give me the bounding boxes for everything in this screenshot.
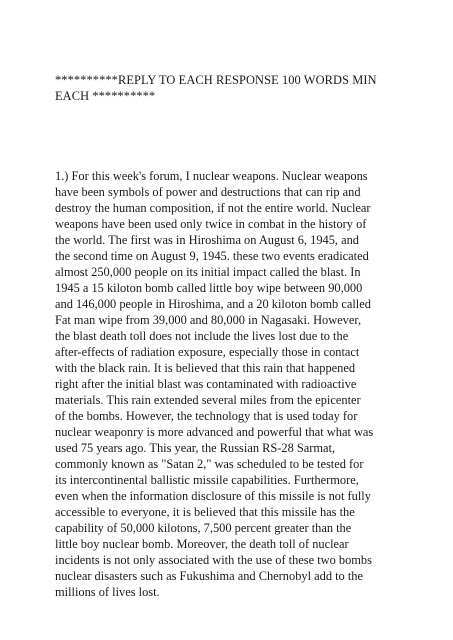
body-line: right after the initial blast was contaminated with radioactive (55, 377, 357, 391)
body-line: its intercontinental ballistic missile capabilities. Furthermore, (55, 473, 359, 487)
body-line: with the black rain. It is believed that this rain that happened (55, 361, 356, 375)
body-line: nuclear weaponry is more advanced and powerful that what was (55, 425, 374, 439)
body-line: Fat man wipe from 39,000 and 80,000 in Nagasaki. However, (55, 313, 362, 327)
body-line: the second time on August 9, 1945. these two events eradicated (55, 249, 369, 263)
body-line: millions of lives lost. (55, 585, 160, 599)
body-line: incidents is not only associated with the use of these two bombs (55, 553, 372, 567)
body-line: 1.) For this week's forum, I nuclear weapons. Nuclear weapons (55, 169, 368, 183)
body-line: accessible to everyone, it is believed that this missile has the (55, 505, 355, 519)
body-line: the world. The first was in Hiroshima on August 6, 1945, and (55, 233, 359, 247)
body-line: capability of 50,000 kilotons, 7,500 percent greater than the (55, 521, 352, 535)
body-line: the blast death toll does not include the lives lost due to the (55, 329, 349, 343)
body-line: little boy nuclear bomb. Moreover, the death toll of nuclear (55, 537, 349, 551)
document-heading: **********REPLY TO EACH RESPONSE 100 WORDS MIN EACH ********** (55, 73, 377, 103)
body-line: used 75 years ago. This year, the Russian RS-28 Sarmat, (55, 441, 336, 455)
body-line: of the bombs. However, the technology that is used today for (55, 409, 358, 423)
body-line: materials. This rain extended several miles from the epicenter (55, 393, 361, 407)
body-line: almost 250,000 people on its initial impact called the blast. In (55, 265, 361, 279)
document-body (55, 168, 405, 600)
body-line: after-effects of radiation exposure, especially those in contact (55, 345, 360, 359)
body-line: weapons have been used only twice in combat in the history of (55, 217, 367, 231)
body-line: have been symbols of power and destructions that can rip and (55, 185, 361, 199)
body-line: and 146,000 people in Hiroshima, and a 20 kiloton bomb called (55, 297, 371, 311)
body-line: 1945 a 15 kiloton bomb called little boy wipe between 90,000 (55, 281, 363, 295)
body-line: commonly known as "Satan 2," was scheduled to be tested for (55, 457, 364, 471)
body-line: nuclear disasters such as Fukushima and Chernobyl add to the (55, 569, 363, 583)
body-line: destroy the human composition, if not the entire world. Nuclear (55, 201, 371, 215)
body-line: even when the information disclosure of this missile is not fully (55, 489, 371, 503)
